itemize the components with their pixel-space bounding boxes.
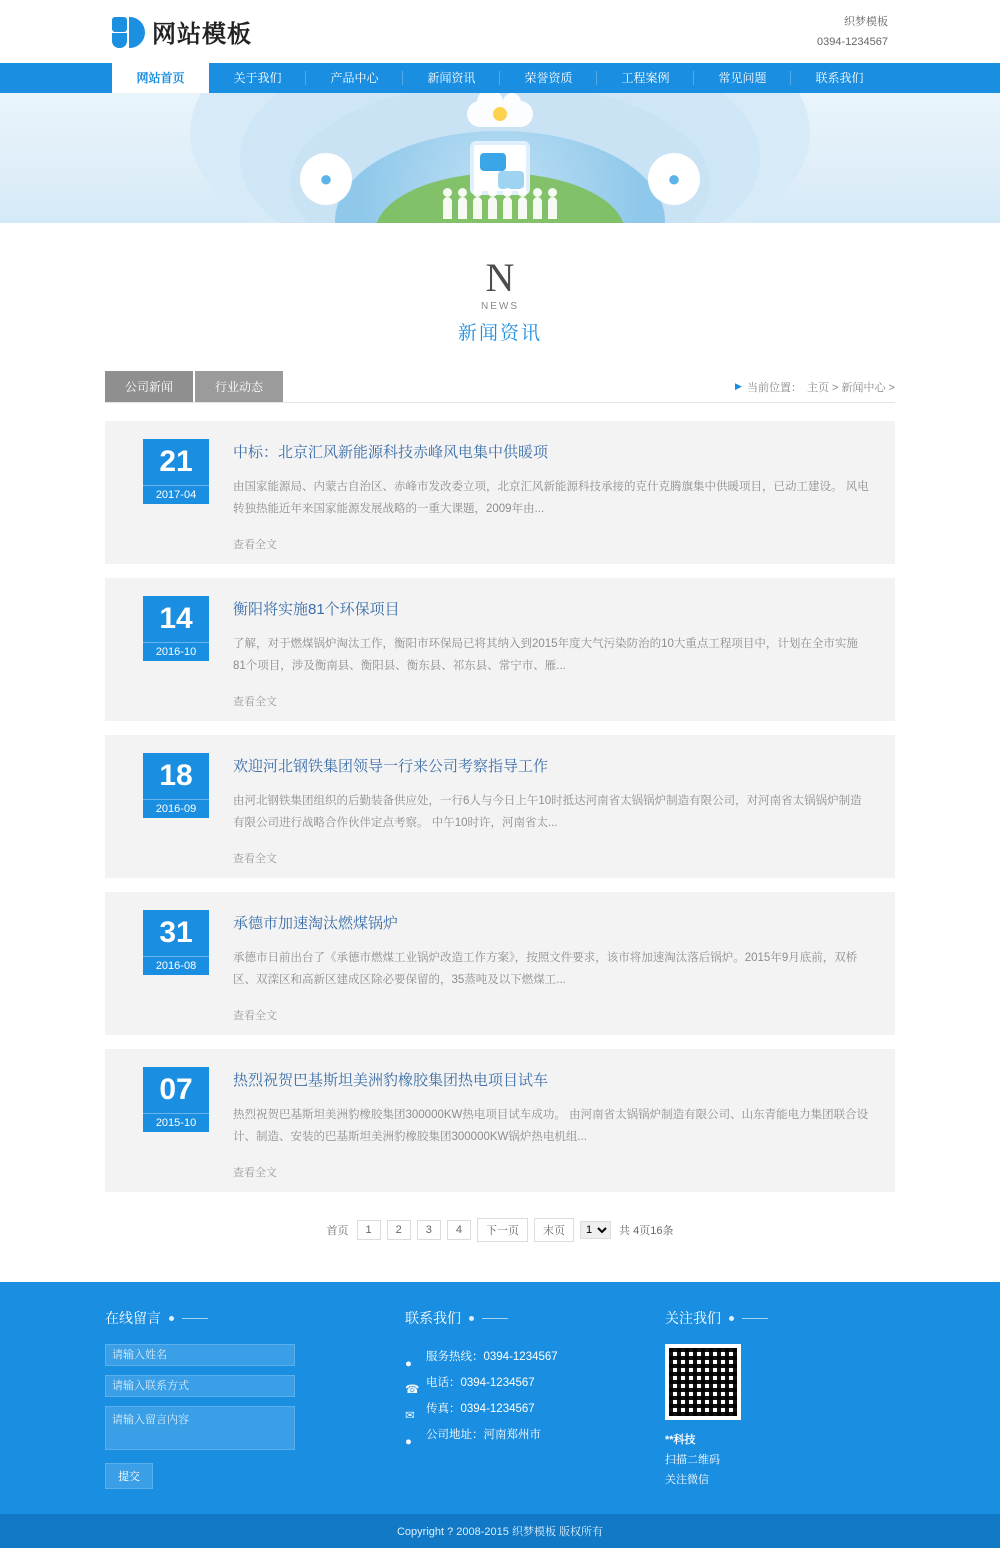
news-readmore-link[interactable]: 查看全文 xyxy=(233,696,277,708)
header-company: 织梦模板 xyxy=(844,15,888,28)
news-item[interactable] xyxy=(105,892,895,1035)
news-date-day: 18 xyxy=(143,753,209,799)
dash-icon xyxy=(482,1318,508,1319)
qq-icon: ● xyxy=(405,1357,412,1370)
nav-item-honors[interactable]: 荣誉资质 xyxy=(500,63,597,93)
dash-icon xyxy=(182,1318,208,1319)
monitor-icon xyxy=(470,141,530,195)
category-tabs xyxy=(105,371,283,402)
news-date xyxy=(143,439,209,552)
news-readmore-link[interactable]: 查看全文 xyxy=(233,1167,277,1179)
contact-line xyxy=(405,1344,665,1370)
page-title: 新闻资讯 xyxy=(457,323,542,344)
nav-item-products[interactable]: 产品中心 xyxy=(306,63,403,93)
news-date-month: 2016-10 xyxy=(143,642,209,661)
breadcrumb xyxy=(735,379,895,395)
news-date xyxy=(143,596,209,709)
satellite-icon: ● xyxy=(648,153,700,205)
news-title[interactable]: 欢迎河北钢铁集团领导一行来公司考察指导工作 xyxy=(233,758,549,775)
contact-phone: 电话：0394-1234567 xyxy=(426,1377,535,1389)
pagination-page-3[interactable]: 3 xyxy=(417,1220,441,1240)
dot-icon xyxy=(169,1316,174,1321)
pagination xyxy=(105,1218,895,1242)
news-summary: 承德市日前出台了《承德市燃煤工业锅炉改造工作方案》，按照文件要求，该市将加速淘汰落后锅炉。2015年9月底前，双桥区、双滦区和高新区建成区除必要保留的，35蒸吨及以下燃煤工... xyxy=(233,952,858,986)
breadcrumb-path[interactable]: 主页 > 新闻中心 > xyxy=(806,381,895,394)
news-readmore-link[interactable]: 查看全文 xyxy=(233,853,277,865)
logo-icon xyxy=(112,16,146,48)
nav-item-news[interactable]: 新闻资讯 xyxy=(403,63,500,93)
news-readmore-link[interactable]: 查看全文 xyxy=(233,539,277,551)
contact-fax: 传真：0394-1234567 xyxy=(426,1403,535,1415)
nav-item-home[interactable]: 网站首页 xyxy=(112,63,209,93)
pagination-page-select[interactable] xyxy=(580,1221,611,1239)
follow-line-1: 扫描二维码 xyxy=(665,1454,720,1466)
breadcrumb-prefix: 当前位置： xyxy=(746,381,802,394)
news-date xyxy=(143,910,209,1023)
news-date-month: 2016-09 xyxy=(143,799,209,818)
footer-contact-title xyxy=(405,1308,665,1328)
footer-follow-title-text: 关注我们 xyxy=(665,1310,721,1326)
nav-item-faq[interactable]: 常见问题 xyxy=(694,63,791,93)
main-nav xyxy=(0,63,1000,93)
news-date-day: 14 xyxy=(143,596,209,642)
fax-icon: ✉ xyxy=(405,1409,415,1422)
category-bar xyxy=(105,371,895,403)
news-date-month: 2016-08 xyxy=(143,956,209,975)
news-item[interactable] xyxy=(105,1049,895,1192)
logo-text: 网站模板 xyxy=(152,21,252,48)
news-item[interactable] xyxy=(105,578,895,721)
news-summary: 由国家能源局、内蒙古自治区、赤峰市发改委立项，北京汇风新能源科技承接的克什克腾旗集中供暖项目，已动工建设。 风电转独热能近年来国家能源发展战略的一重大课题，2009年由... xyxy=(233,481,869,515)
message-submit-button[interactable]: 提交 xyxy=(105,1463,153,1489)
site-footer xyxy=(0,1282,1000,1514)
news-title[interactable]: 中标：北京汇风新能源科技赤峰风电集中供暖项 xyxy=(233,444,549,461)
breadcrumb-arrow-icon: ▶ xyxy=(735,381,742,391)
top-header xyxy=(0,0,1000,63)
copyright-bar: Copyright ? 2008-2015 织梦模板 版权所有 xyxy=(0,1514,1000,1548)
message-content-input[interactable] xyxy=(105,1406,295,1450)
message-name-input[interactable] xyxy=(105,1344,295,1366)
dot-icon xyxy=(469,1316,474,1321)
footer-message-title xyxy=(105,1308,405,1328)
phone-icon: ☎ xyxy=(405,1383,420,1396)
news-summary: 了解，对于燃煤锅炉淘汰工作，衡阳市环保局已将其纳入到2015年度大气污染防治的10大重点工程项目中，计划在全市实施81个项目，涉及衡南县、衡阳县、衡东县、祁东县、常宁市、雁... xyxy=(233,638,858,672)
dot-icon xyxy=(729,1316,734,1321)
people-graphic xyxy=(443,197,557,219)
news-date-day: 31 xyxy=(143,910,209,956)
pagination-next[interactable]: 下一页 xyxy=(477,1218,528,1242)
news-date-day: 07 xyxy=(143,1067,209,1113)
follow-line-2: 关注微信 xyxy=(665,1474,709,1486)
header-phone: 0394-1234567 xyxy=(817,35,888,48)
section-en-label: NEWS xyxy=(481,301,519,312)
news-readmore-link[interactable]: 查看全文 xyxy=(233,1010,277,1022)
news-date xyxy=(143,753,209,866)
hero-banner xyxy=(0,93,1000,223)
pagination-last[interactable]: 末页 xyxy=(534,1218,574,1242)
footer-contact-block xyxy=(405,1308,665,1490)
nav-item-cases[interactable]: 工程案例 xyxy=(597,63,694,93)
news-title[interactable]: 承德市加速淘汰燃煤锅炉 xyxy=(233,915,399,932)
footer-contact-title-text: 联系我们 xyxy=(405,1310,461,1326)
dash-icon xyxy=(742,1318,768,1319)
contact-address: 公司地址：河南郑州市 xyxy=(426,1429,541,1441)
pagination-page-4[interactable]: 4 xyxy=(447,1220,471,1240)
news-item[interactable] xyxy=(105,735,895,878)
site-logo[interactable] xyxy=(112,14,252,49)
news-date-month: 2015-10 xyxy=(143,1113,209,1132)
section-heading xyxy=(0,223,1000,371)
follow-text xyxy=(665,1430,895,1490)
pagination-first[interactable]: 首页 xyxy=(326,1225,349,1237)
location-icon: ● xyxy=(405,1435,412,1448)
follow-brand: **科技 xyxy=(665,1434,696,1446)
footer-message-block xyxy=(105,1308,405,1490)
pagination-page-1[interactable]: 1 xyxy=(357,1220,381,1240)
news-date-day: 21 xyxy=(143,439,209,485)
qrcode-image xyxy=(665,1344,741,1420)
tab-company-news[interactable]: 公司新闻 xyxy=(105,371,193,402)
news-list xyxy=(105,421,895,1192)
pagination-page-2[interactable]: 2 xyxy=(387,1220,411,1240)
share-icon: ● xyxy=(300,153,352,205)
footer-follow-block xyxy=(665,1308,895,1490)
contact-hotline: 服务热线：0394-1234567 xyxy=(426,1351,558,1363)
footer-message-title-text: 在线留言 xyxy=(105,1310,161,1326)
news-summary: 热烈祝贺巴基斯坦美洲豹橡胶集团300000KW热电项目试车成功。 由河南省太锅锅炉制造有限公司、山东青能电力集团联合设计、制造、安装的巴基斯坦美洲豹橡胶集团300000KW锅炉热电机组... xyxy=(233,1109,869,1143)
pagination-summary: 共 4页16条 xyxy=(619,1225,674,1237)
contact-line xyxy=(405,1422,665,1448)
lightbulb-icon xyxy=(493,107,507,121)
contact-line xyxy=(405,1396,665,1422)
footer-follow-title xyxy=(665,1308,895,1328)
news-date-month: 2017-04 xyxy=(143,485,209,504)
news-summary: 由河北钢铁集团组织的后勤装备供应处，一行6人与今日上午10时抵达河南省太锅锅炉制造有限公司，对河南省太锅锅炉制造有限公司进行战略合作伙伴定点考察。 中午10时许，河南省太... xyxy=(233,795,862,829)
news-item[interactable] xyxy=(105,421,895,564)
news-title[interactable]: 衡阳将实施81个环保项目 xyxy=(233,601,400,618)
nav-item-about[interactable]: 关于我们 xyxy=(209,63,306,93)
tab-industry-news[interactable]: 行业动态 xyxy=(195,371,283,402)
news-date xyxy=(143,1067,209,1180)
section-big-letter: N xyxy=(485,255,515,300)
header-contact-info xyxy=(817,12,888,52)
news-title[interactable]: 热烈祝贺巴基斯坦美洲豹橡胶集团热电项目试车 xyxy=(233,1072,549,1089)
nav-item-contact[interactable]: 联系我们 xyxy=(815,71,864,85)
message-contact-input[interactable] xyxy=(105,1375,295,1397)
contact-line xyxy=(405,1370,665,1396)
